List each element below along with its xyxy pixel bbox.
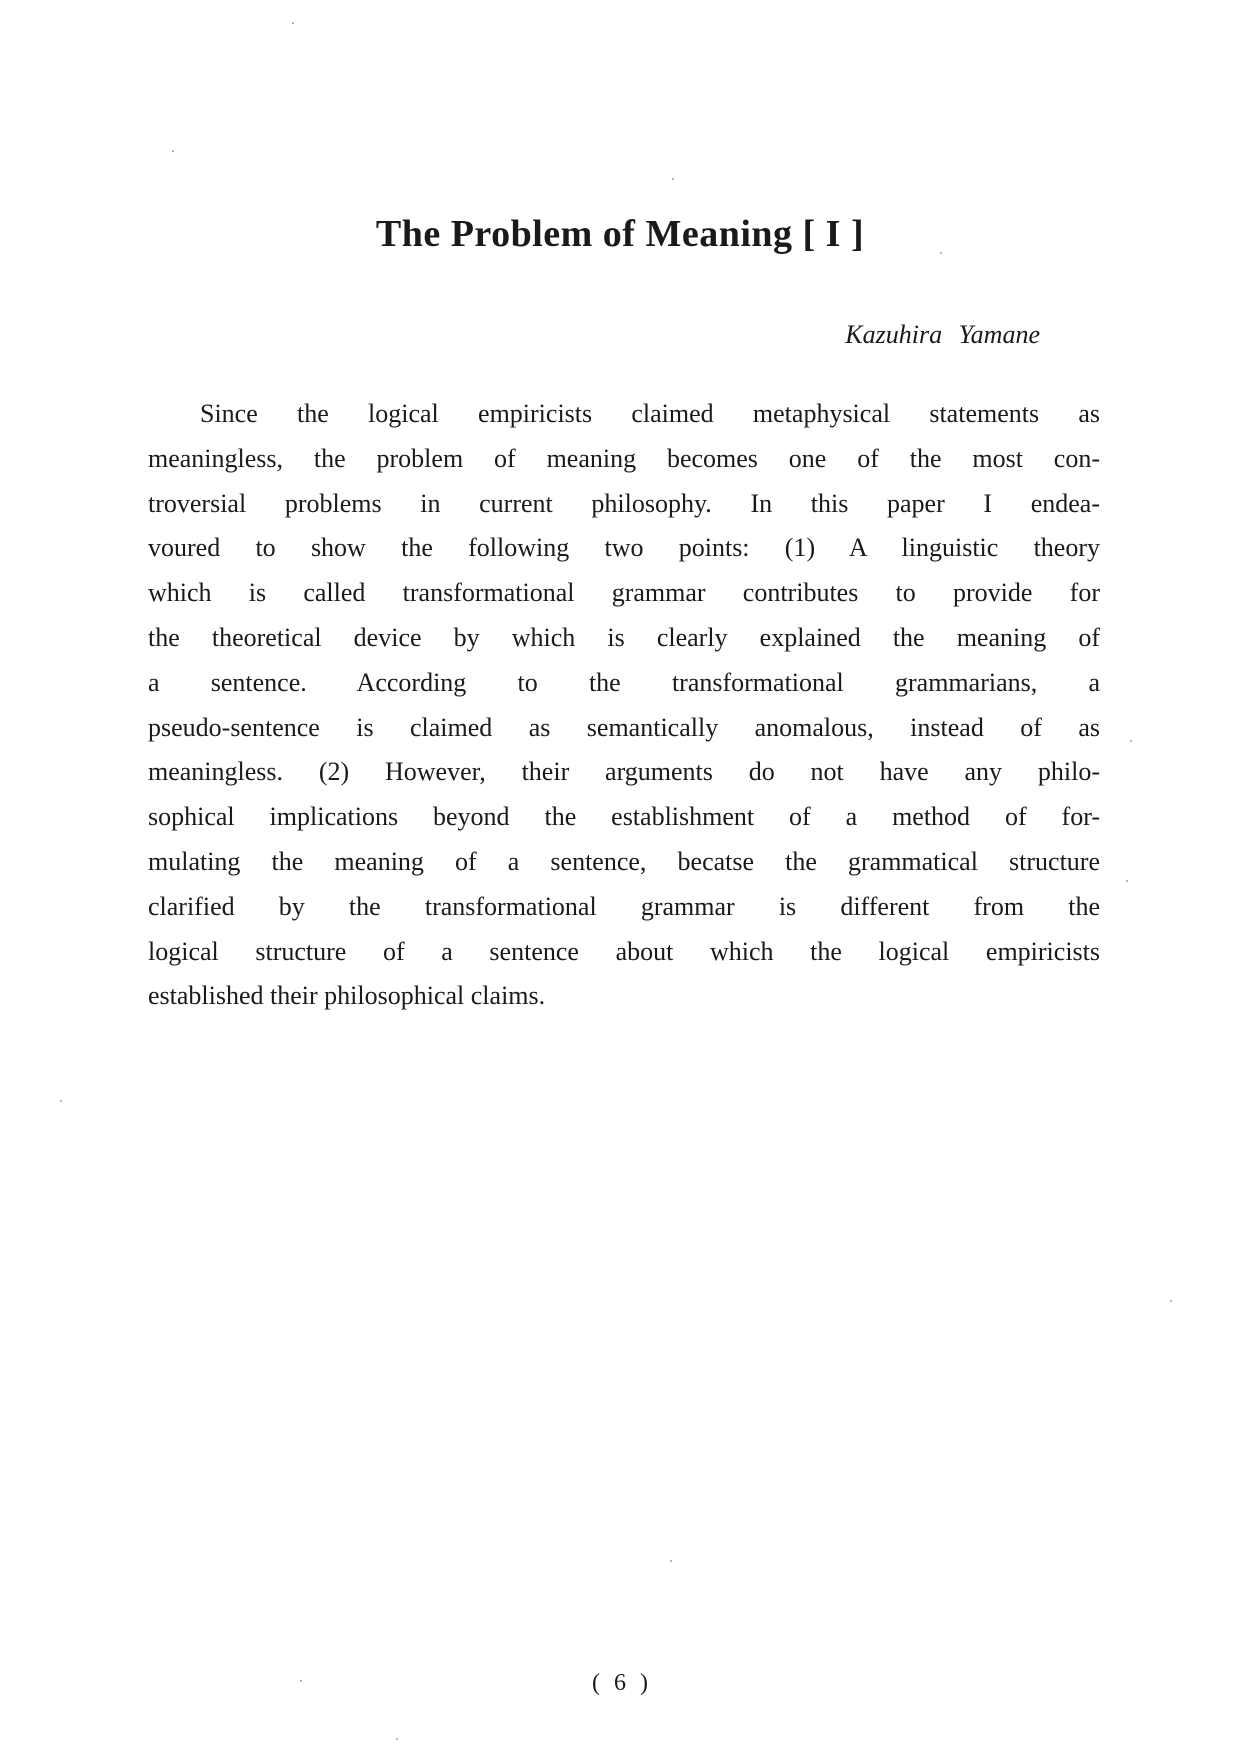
scan-speck: [1170, 1300, 1172, 1302]
abstract-line: voured to show the following two points: (1) A linguistic theory: [148, 533, 1100, 563]
abstract-line: clarified by the transformational grammar is different from the: [148, 891, 1100, 921]
abstract-line: pseudo-sentence is claimed as semantically anomalous, instead of as: [148, 712, 1100, 742]
scan-speck: [292, 22, 294, 24]
abstract-line: established their philosophical claims.: [148, 981, 546, 1011]
scan-speck: [60, 1100, 62, 1102]
abstract-line: Since the logical empiricists claimed metaphysical statements as: [200, 399, 1100, 428]
scan-speck: [172, 150, 174, 152]
scan-speck: [396, 1738, 398, 1740]
page-number: ( 6 ): [592, 1670, 648, 1696]
scan-speck: [1130, 740, 1132, 742]
abstract-line: sophical implications beyond the establishment of a method of for-: [148, 802, 1100, 832]
abstract-line: meaningless. (2) However, their arguments do not have any philo-: [148, 757, 1100, 787]
scan-speck: [672, 178, 674, 180]
abstract-line: logical structure of a sentence about which the logical empiricists: [148, 936, 1100, 966]
scan-speck: [1126, 880, 1128, 882]
abstract-line: mulating the meaning of a sentence, becatse the grammatical structure: [148, 846, 1100, 876]
author-name: Kazuhira Yamane: [845, 320, 1040, 349]
paper-title: The Problem of Meaning [ I ]: [375, 213, 865, 255]
scan-speck: [670, 1560, 672, 1562]
abstract-line: a sentence. According to the transformational grammarians, a: [148, 667, 1100, 697]
abstract-line: meaningless, the problem of meaning becomes one of the most con-: [148, 443, 1100, 473]
scan-speck: [940, 252, 942, 254]
scan-speck: [300, 1680, 302, 1682]
abstract-line: the theoretical device by which is clearly explained the meaning of: [148, 622, 1100, 652]
abstract-paragraph: [148, 392, 1100, 1019]
abstract-line: troversial problems in current philosophy. In this paper I endea-: [148, 488, 1100, 518]
abstract-line: which is called transformational grammar contributes to provide for: [148, 578, 1100, 608]
